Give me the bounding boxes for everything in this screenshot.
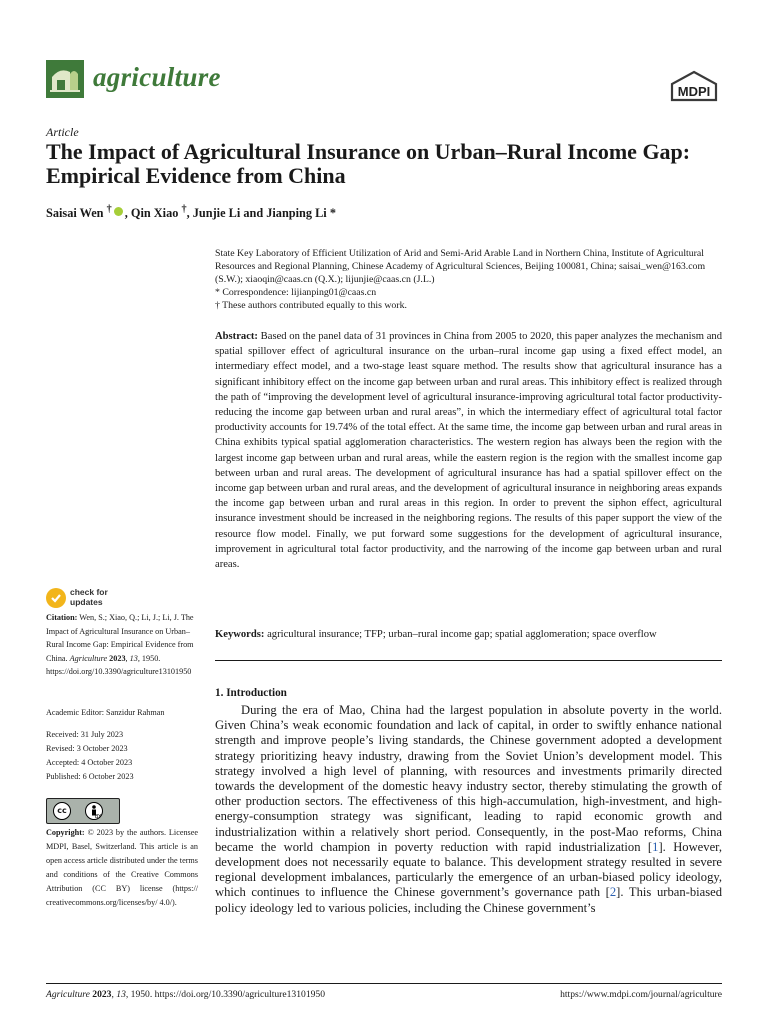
- reference-link[interactable]: 1: [652, 839, 659, 854]
- academic-editor: Academic Editor: Sanzidur Rahman: [46, 708, 165, 717]
- keywords: [215, 627, 725, 642]
- correspondence-note: * Correspondence: lijianping01@caas.cn: [215, 287, 377, 298]
- check-for-updates-button[interactable]: [46, 586, 126, 614]
- citation-block: Citation: Wen, S.; Xiao, Q.; Li, J.; Li, J. The Impact of Agricultural Insurance on Urban–Rural Income Gap: Empirical Evidence from China. Agriculture 2023, 13, 1950. https://doi.org/10.3390/agriculture13101950: [46, 613, 194, 677]
- citation-year: 2023: [109, 653, 126, 663]
- by-label: BY: [95, 814, 102, 820]
- citation-doi[interactable]: , 1950. https://doi.org/10.3390/agriculture13101950: [46, 653, 192, 677]
- section-divider: [215, 660, 722, 661]
- keywords-label: Keywords:: [215, 629, 265, 640]
- journal-logo-icon: [46, 60, 84, 98]
- abstract-text: Based on the panel data of 31 provinces in China from 2005 to 2020, this paper analyzes the mechanism and spatial spillover effect of agricultural insurance on the urban–rural income gap using a fixed effect model, an intermediary effect model, and a two-stage least square method. The results show that agricultural insurance has a significant inhibitory effect on the income gap between urban and rural areas. This inhibitory effect is realized through the path of “improving the development level of agricultural insurance-improving agricultural total factor productivity-reducing the income gap between urban and rural areas”, in which the intermediary effect of agricultural total factor productivity accounts for 19.74% of the total effect. At the same time, the income gap between urban and rural areas in China exhibits typical spatial agglomeration characteristics. The western region has always been the region with the largest income gap between urban and rural areas, while the eastern region is the region with the smallest income gap between urban and rural areas. The development of agricultural insurance has had a spatial spillover effect on the income gap between urban and rural areas, and the development of agricultural insurance in neighboring areas expands the income gap between urban and rural areas in this region. In order to prevent the siphon effect, agricultural insurance investment should be increased in the neighboring regions. The results of this paper support the view of the resource flow model. Finally, we put forward some suggestions for the development of agricultural insurance, improvement in agricultural total factor productivity, and the narrowing of the income gap between urban and rural areas.: [215, 331, 722, 571]
- author-name[interactable]: Jianping Li: [266, 206, 327, 221]
- mdpi-logo: [668, 70, 720, 109]
- author-name[interactable]: Qin Xiao: [130, 206, 179, 221]
- article-title: The Impact of Agricultural Insurance on Urban–Rural Income Gap: Empirical Evidence from China: [46, 139, 691, 188]
- citation-journal: Agriculture: [69, 653, 108, 663]
- affiliation: State Key Laboratory of Efficient Utilization of Arid and Semi-Arid Arable Land in Northern China, Institute of Agricultural Resources and Regional Planning, Chinese Academy of Agricultural Sciences, Beijing 100081, China; saisai_wen@163.com (S.W.); xiaoqin@caas.cn (Q.X.); lijunjie@caas.cn (J.L.): [215, 248, 706, 285]
- accepted-date: Accepted: 4 October 2023: [46, 758, 133, 767]
- citation-label: Citation:: [46, 613, 78, 622]
- check-updates-icon: [46, 588, 66, 608]
- published-date: Published: 6 October 2023: [46, 772, 134, 781]
- copyright-label: Copyright:: [46, 828, 85, 837]
- author-list: Saisai Wen † , Qin Xiao †, Junjie Li and Jianping Li *: [46, 204, 336, 221]
- orcid-icon[interactable]: [114, 207, 123, 216]
- copyright-block: [46, 826, 198, 910]
- citation-volume: 13: [129, 653, 138, 663]
- cc-by-license-icon[interactable]: [46, 798, 120, 824]
- author-mark: †: [181, 204, 187, 215]
- abstract-label: Abstract:: [215, 331, 258, 342]
- revised-date: Revised: 3 October 2023: [46, 744, 128, 753]
- introduction-paragraph: During the era of Mao, China had the largest population in absolute poverty in the world. Given China’s weak economic foundation and lack of capital, in order to swiftly enhance national strength and improve people’s living standards, the Chinese government adopted a development strategy prioritizing heavy industry, drawing from the Soviet Union’s development model. This strategy involved a high level of planning, with resources and investments primarily directed towards the development of the domestic heavy industry sector, thereby stimulating the growth of other production sectors. The effectiveness of this high-accumulation, high-investment, and high-energy-consumption strategy was significant, leading to rapid economic growth and industrialization within a relatively short period. Consequently, in the post-Mao reforms, China became the world champion in poverty reduction with rapid industrialization [1]. However, development does not necessarily equate to balance. This development strategy resulted in severe regional development imbalances, particularly the emergence of an urban-biased policy ideology, which continues to influence the Chinese government’s governance path [2]. This urban-biased policy ideology led to various policies, including the Chinese government’s: [215, 703, 722, 915]
- author-name[interactable]: Junjie Li: [192, 206, 241, 221]
- journal-name: agriculture: [93, 62, 221, 92]
- keywords-text: agricultural insurance; TFP; urban–rural income gap; spatial agglomeration; space overflow: [267, 629, 657, 640]
- abstract: [215, 329, 722, 572]
- copyright-text: © 2023 by the authors. Licensee MDPI, Basel, Switzerland. This article is an open access article distributed under the terms and conditions of the Creative Commons Attribution (CC BY) license (https:// creativecommons.org/licenses/by/ 4.0/).: [46, 828, 199, 907]
- footer-journal-link[interactable]: https://www.mdpi.com/journal/agriculture: [560, 989, 722, 1000]
- footer-doi-link[interactable]: , 1950. https://doi.org/10.3390/agriculture13101950: [125, 989, 326, 1000]
- cc-icon: cc: [53, 802, 71, 820]
- mdpi-logo-text: MDPI: [677, 84, 711, 99]
- article-type: Article: [46, 125, 79, 139]
- author-name[interactable]: Saisai Wen: [46, 206, 104, 221]
- equal-contribution-note: † These authors contributed equally to this work.: [215, 300, 407, 311]
- author-mark: †: [106, 204, 112, 215]
- citation-text: Wen, S.; Xiao, Q.; Li, J.; Li, J. The Impact of Agricultural Insurance on Urban–Rural Income Gap: Empirical Evidence from China.: [46, 613, 194, 663]
- affiliation-block: [215, 247, 725, 312]
- check-updates-label: check for updates: [70, 587, 108, 607]
- received-date: Received: 31 July 2023: [46, 730, 124, 739]
- footer-citation: Agriculture 2023, 13, 1950. https://doi.org/10.3390/agriculture13101950: [46, 989, 326, 1000]
- reference-link[interactable]: 2: [609, 885, 617, 900]
- footer-divider: [46, 983, 722, 984]
- author-mark: *: [329, 206, 336, 221]
- section-heading: 1. Introduction: [215, 687, 287, 699]
